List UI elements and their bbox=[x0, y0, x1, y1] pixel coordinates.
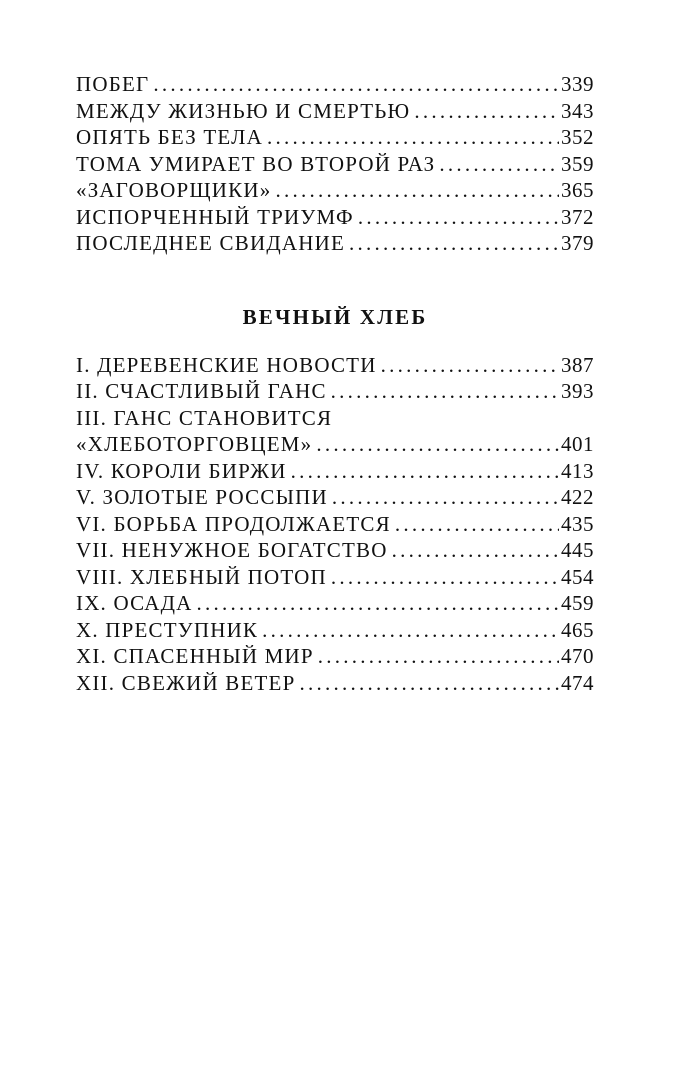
toc-entry-page: 393 bbox=[561, 379, 594, 403]
toc-list-part-2 bbox=[76, 352, 594, 697]
toc-entry-page: 359 bbox=[561, 151, 594, 176]
toc-list-part-1 bbox=[76, 71, 594, 257]
dot-leader bbox=[332, 484, 559, 511]
toc-entry[interactable] bbox=[76, 458, 594, 485]
toc-entry-title: VII. НЕНУЖНОЕ БОГАТСТВО bbox=[76, 538, 388, 562]
section-heading: ВЕЧНЫЙ ХЛЕБ bbox=[242, 304, 428, 329]
toc-entry-page: 365 bbox=[561, 178, 594, 202]
toc-entry[interactable] bbox=[76, 177, 594, 204]
toc-entry[interactable] bbox=[76, 71, 594, 98]
toc-entry[interactable] bbox=[76, 98, 594, 125]
toc-entry-page: 401 bbox=[561, 432, 594, 456]
toc-entry[interactable] bbox=[76, 378, 594, 405]
toc-entry-multiline[interactable] bbox=[76, 405, 594, 458]
dot-leader bbox=[197, 590, 560, 617]
toc-entry-title: ОПЯТЬ БЕЗ ТЕЛА bbox=[76, 125, 263, 149]
toc-entry-page: 435 bbox=[561, 511, 594, 536]
dot-leader bbox=[395, 511, 559, 538]
dot-leader bbox=[381, 352, 559, 379]
toc-entry-page: 352 bbox=[561, 125, 594, 149]
toc-entry-page: 343 bbox=[561, 98, 594, 123]
toc-entry-title: I. ДЕРЕВЕНСКИЕ НОВОСТИ bbox=[76, 352, 377, 377]
toc-entry-title: ПОСЛЕДНЕЕ СВИДАНИЕ bbox=[76, 231, 345, 255]
toc-entry-title: XII. СВЕЖИЙ ВЕТЕР bbox=[76, 670, 296, 695]
dot-leader bbox=[358, 204, 559, 231]
toc-entry[interactable] bbox=[76, 484, 594, 511]
dot-leader bbox=[316, 431, 559, 458]
toc-entry-title: «ХЛЕБОТОРГОВЦЕМ» bbox=[76, 432, 313, 456]
toc-entry[interactable] bbox=[76, 352, 594, 379]
toc-entry-continuation bbox=[76, 431, 594, 458]
toc-entry-title-line-1: III. ГАНС СТАНОВИТСЯ bbox=[76, 405, 333, 430]
toc-entry-title: «ЗАГОВОРЩИКИ» bbox=[76, 178, 272, 202]
dot-leader bbox=[331, 378, 559, 405]
toc-entry-title: IV. КОРОЛИ БИРЖИ bbox=[76, 458, 287, 483]
toc-entry-title: V. ЗОЛОТЫЕ РОССЫПИ bbox=[76, 485, 328, 509]
toc-entry[interactable] bbox=[76, 564, 594, 591]
toc-entry-title: XI. СПАСЕННЫЙ МИР bbox=[76, 644, 314, 668]
toc-entry-title: II. СЧАСТЛИВЫЙ ГАНС bbox=[76, 379, 327, 403]
dot-leader bbox=[318, 643, 559, 670]
toc-entry[interactable] bbox=[76, 151, 594, 178]
toc-entry-title: МЕЖДУ ЖИЗНЬЮ И СМЕРТЬЮ bbox=[76, 98, 411, 123]
toc-entry-page: 379 bbox=[561, 231, 594, 255]
toc-entry-page: 422 bbox=[561, 485, 594, 509]
toc-entry-page: 470 bbox=[561, 644, 594, 668]
toc-entry-page: 339 bbox=[561, 72, 594, 96]
dot-leader bbox=[299, 670, 559, 697]
toc-entry-title: ПОБЕГ bbox=[76, 72, 150, 96]
dot-leader bbox=[349, 230, 559, 257]
toc-entry[interactable] bbox=[76, 511, 594, 538]
toc-entry-title: IX. ОСАДА bbox=[76, 591, 193, 615]
toc-entry[interactable] bbox=[76, 643, 594, 670]
toc-entry-title: VI. БОРЬБА ПРОДОЛЖАЕТСЯ bbox=[76, 511, 391, 536]
toc-entry[interactable] bbox=[76, 537, 594, 564]
toc-entry-page: 413 bbox=[561, 458, 594, 483]
toc-entry[interactable] bbox=[76, 204, 594, 231]
toc-entry[interactable] bbox=[76, 230, 594, 257]
table-of-contents-page bbox=[76, 71, 594, 696]
toc-entry-page: 465 bbox=[561, 617, 594, 642]
dot-leader bbox=[439, 151, 559, 178]
dot-leader bbox=[331, 564, 559, 591]
toc-entry[interactable] bbox=[76, 670, 594, 697]
toc-entry-title: ИСПОРЧЕННЫЙ ТРИУМФ bbox=[76, 204, 354, 229]
toc-entry-title: VIII. ХЛЕБНЫЙ ПОТОП bbox=[76, 564, 327, 589]
dot-leader bbox=[414, 98, 559, 125]
toc-entry[interactable] bbox=[76, 590, 594, 617]
toc-entry-page: 474 bbox=[561, 670, 594, 695]
toc-entry-page: 459 bbox=[561, 591, 594, 615]
toc-entry-title: X. ПРЕСТУПНИК bbox=[76, 617, 259, 642]
toc-entry[interactable] bbox=[76, 617, 594, 644]
dot-leader bbox=[153, 71, 559, 98]
dot-leader bbox=[291, 458, 559, 485]
dot-leader bbox=[275, 177, 559, 204]
dot-leader bbox=[262, 617, 559, 644]
toc-entry-page: 372 bbox=[561, 204, 594, 229]
toc-entry[interactable] bbox=[76, 124, 594, 151]
dot-leader bbox=[267, 124, 559, 151]
toc-entry-page: 454 bbox=[561, 564, 594, 589]
toc-entry-title: ТОМА УМИРАЕТ ВО ВТОРОЙ РАЗ bbox=[76, 151, 436, 176]
toc-entry-page: 445 bbox=[561, 538, 594, 562]
toc-entry-page: 387 bbox=[561, 352, 594, 377]
dot-leader bbox=[392, 537, 559, 564]
